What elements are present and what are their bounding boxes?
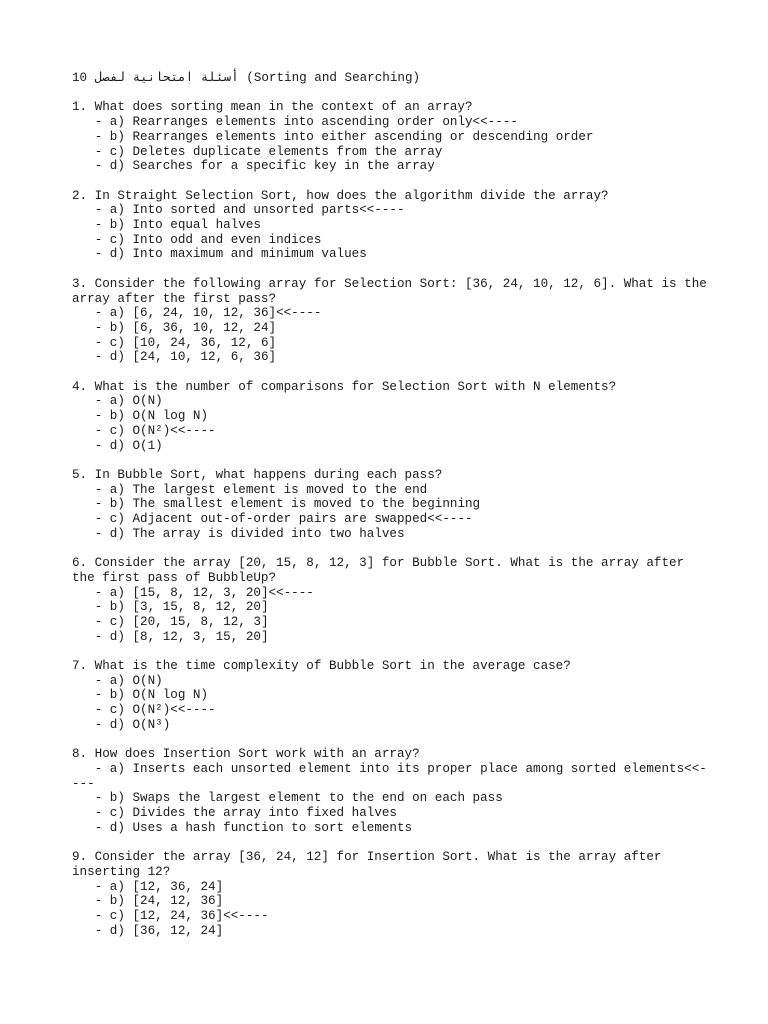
question-text: 4. What is the number of comparisons for Selection Sort with N elements? bbox=[72, 379, 617, 394]
option-d: - d) [36, 12, 24] bbox=[94, 923, 224, 938]
option-d: - d) The array is divided into two halves bbox=[94, 526, 405, 541]
option-c: - c) [12, 24, 36]<<---- bbox=[94, 908, 269, 923]
option-b: - b) Swaps the largest element to the end on each pass bbox=[94, 791, 503, 806]
option-d: - d) O(1) bbox=[94, 438, 163, 453]
option-d: - d) [24, 10, 12, 6, 36] bbox=[94, 350, 277, 365]
title-suffix: (Sorting and Searching) bbox=[238, 71, 421, 85]
option-a: - a) [6, 24, 10, 12, 36]<<---- bbox=[94, 306, 322, 321]
question-4 bbox=[72, 380, 712, 454]
option-c: - c) O(N²)<<---- bbox=[94, 423, 216, 438]
question-5 bbox=[72, 468, 712, 542]
option-a: - a) Into sorted and unsorted parts<<---- bbox=[94, 203, 405, 218]
document-body bbox=[72, 71, 715, 953]
option-d: - d) [8, 12, 3, 15, 20] bbox=[94, 629, 269, 644]
question-text: 9. Consider the array [36, 24, 12] for Insertion Sort. What is the array after inserting 12? bbox=[72, 850, 670, 879]
question-9 bbox=[72, 850, 712, 938]
option-b: - b) O(N log N) bbox=[94, 409, 209, 424]
question-text: 6. Consider the array [20, 15, 8, 12, 3] for Bubble Sort. What is the array after the first pass of BubbleUp? bbox=[72, 556, 692, 585]
question-text: 2. In Straight Selection Sort, how does the algorithm divide the array? bbox=[72, 188, 609, 203]
title-prefix: 10 bbox=[72, 71, 95, 85]
option-d: - d) Searches for a specific key in the array bbox=[94, 159, 435, 174]
option-c: - c) O(N²)<<---- bbox=[94, 703, 216, 718]
option-a: - a) [12, 36, 24] bbox=[94, 879, 224, 894]
option-c: - c) Deletes duplicate elements from the array bbox=[94, 144, 443, 159]
option-d: - d) O(N³) bbox=[94, 717, 171, 732]
option-b: - b) [6, 36, 10, 12, 24] bbox=[94, 320, 277, 335]
option-d: - d) Uses a hash function to sort elements bbox=[94, 820, 413, 835]
option-b: - b) [24, 12, 36] bbox=[94, 894, 224, 909]
option-c: - c) Adjacent out-of-order pairs are swapped<<---- bbox=[94, 512, 473, 527]
option-c: - c) Divides the array into fixed halves bbox=[94, 806, 397, 821]
question-text: 5. In Bubble Sort, what happens during each pass? bbox=[72, 467, 443, 482]
question-text: 1. What does sorting mean in the context of an array? bbox=[72, 100, 473, 115]
option-a: - a) O(N) bbox=[94, 673, 163, 688]
option-b: - b) Into equal halves bbox=[94, 218, 261, 232]
option-a: - a) O(N) bbox=[94, 394, 163, 409]
question-text: 3. Consider the following array for Selection Sort: [36, 24, 10, 12, 6]. What is the array after the first pass? bbox=[72, 276, 715, 306]
option-b: - b) Rearranges elements into either ascending or descending order bbox=[94, 129, 594, 144]
option-d: - d) Into maximum and minimum values bbox=[94, 247, 367, 262]
option-c: - c) Into odd and even indices bbox=[94, 232, 322, 247]
option-c: - c) [20, 15, 8, 12, 3] bbox=[94, 614, 269, 629]
option-b: - b) [3, 15, 8, 12, 20] bbox=[94, 600, 269, 615]
question-8 bbox=[72, 747, 712, 835]
question-7 bbox=[72, 659, 712, 733]
question-3 bbox=[72, 276, 715, 365]
question-2 bbox=[72, 189, 712, 263]
question-text: 8. How does Insertion Sort work with an array? bbox=[72, 747, 420, 762]
option-a: - a) Inserts each unsorted element into its proper place among sorted elements<<---- bbox=[72, 761, 707, 791]
option-b: - b) The smallest element is moved to the beginning bbox=[94, 497, 481, 512]
question-1 bbox=[72, 100, 712, 174]
option-b: - b) O(N log N) bbox=[94, 688, 209, 703]
option-c: - c) [10, 24, 36, 12, 6] bbox=[94, 335, 277, 350]
title-arabic: أسئلة امتحانية لفصل bbox=[94, 71, 239, 85]
question-6 bbox=[72, 556, 712, 644]
question-text: 7. What is the time complexity of Bubble Sort in the average case? bbox=[72, 659, 571, 674]
option-a: - a) Rearranges elements into ascending order only<<---- bbox=[94, 115, 518, 130]
option-a: - a) [15, 8, 12, 3, 20]<<---- bbox=[94, 585, 314, 600]
option-a: - a) The largest element is moved to the end bbox=[94, 482, 428, 497]
document-title bbox=[72, 71, 712, 86]
